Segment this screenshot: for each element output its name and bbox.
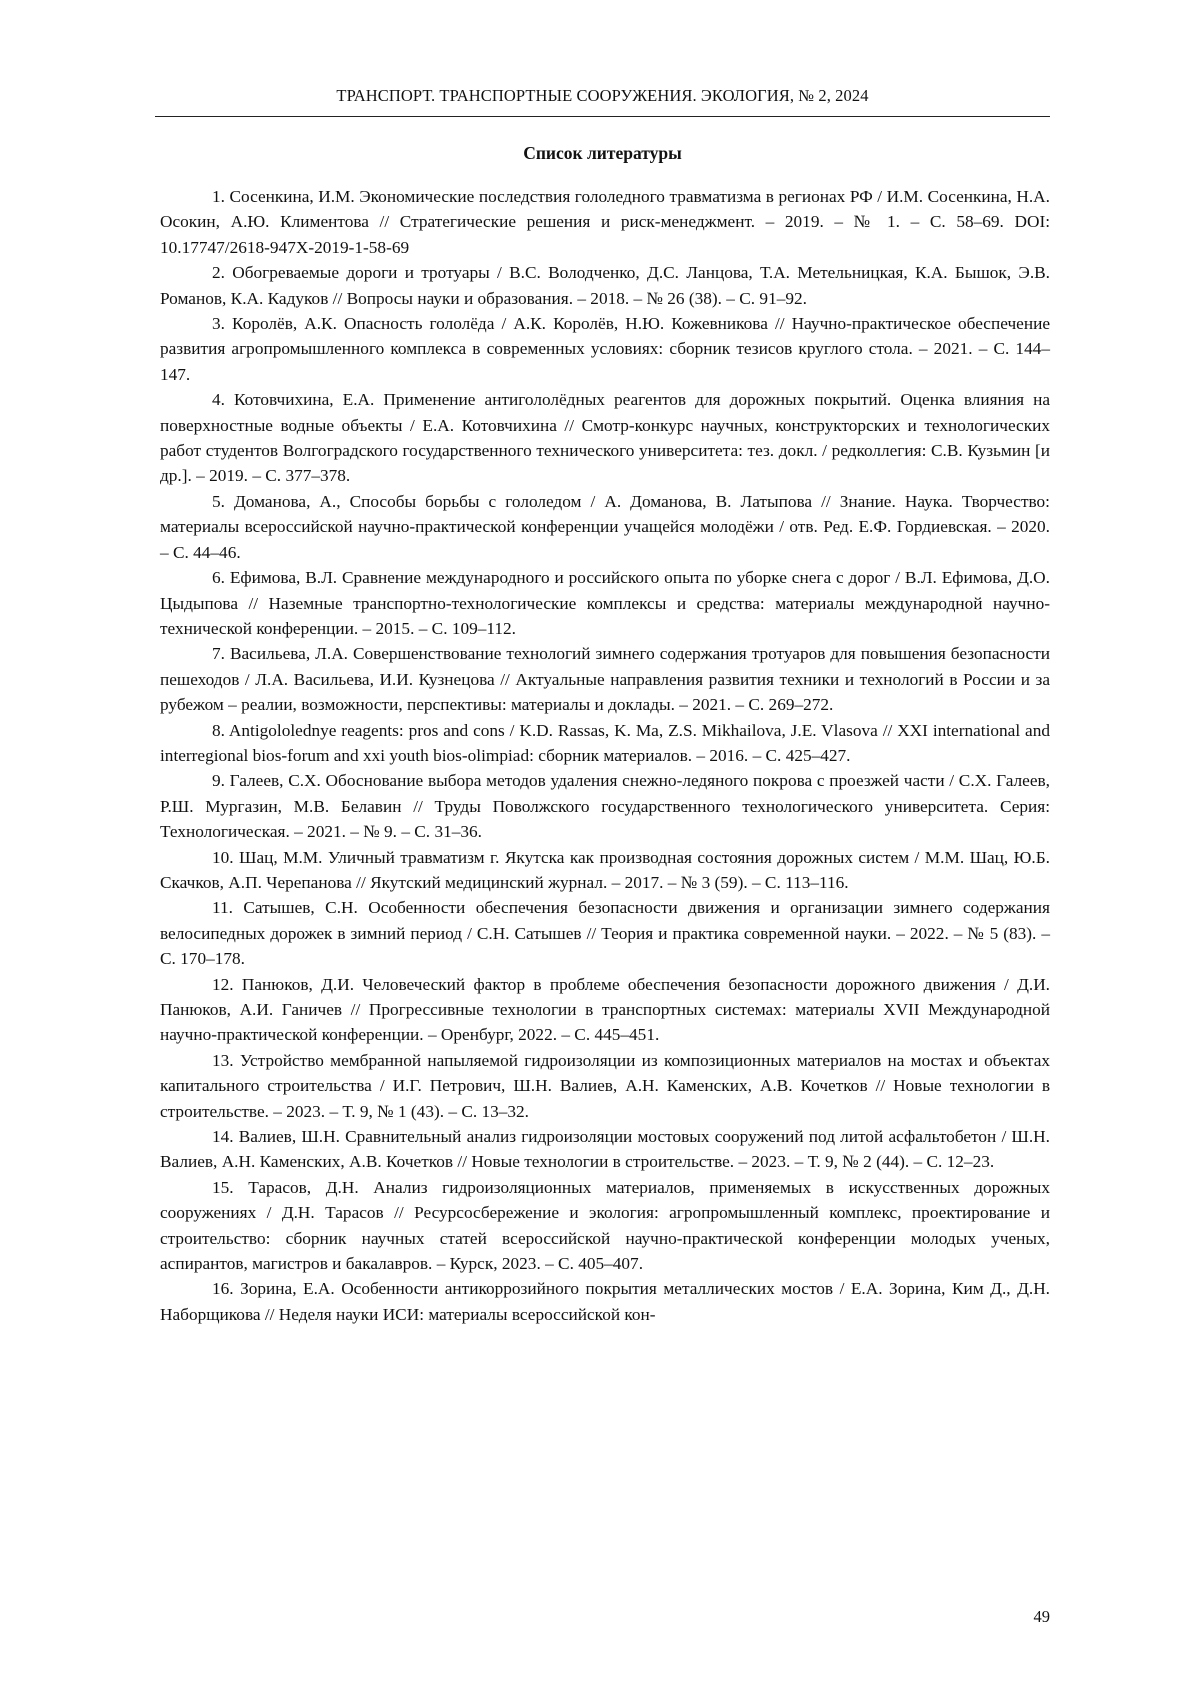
- reference-item: 3. Королёв, А.К. Опасность гололёда / А.К. Королёв, Н.Ю. Кожевникова // Научно-практическое обеспечение развития агропромышленного комплекса в современных условиях: сборник тезисов круглого стола. – 2021. – С. 144–147.: [160, 314, 1050, 384]
- reference-item: 1. Сосенкина, И.М. Экономические последствия гололедного травматизма в регионах РФ / И.М. Сосенкина, Н.А. Осокин, А.Ю. Климентова // Стратегические решения и риск-менеджмент. – 2019. – № 1. – С. 58–69. DOI: 10.17747/2618-947X-2019-1-58-69: [160, 187, 1050, 257]
- reference-item: 5. Доманова, А., Способы борьбы с гололедом / А. Доманова, В. Латыпова // Знание. Наука. Творчество: материалы всероссийской научно-практической конференции учащейся молодёжи / отв. Ред. Е.Ф. Гордиевская. – 2020. – С. 44–46.: [160, 491, 1050, 562]
- reference-item: 9. Галеев, С.Х. Обоснование выбора методов удаления снежно-ледяного покрова с проезжей части / С.Х. Галеев, Р.Ш. Мургазин, М.В. Белавин // Труды Поволжского государственного технологического университета. Серия: Технологическая. – 2021. – № 9. – С. 31–36.: [160, 771, 1050, 842]
- reference-list: [160, 184, 1050, 1327]
- section-title: Список литературы: [523, 143, 682, 163]
- reference-item: 7. Васильева, Л.А. Совершенствование технологий зимнего содержания тротуаров для повышения безопасности пешеходов / Л.А. Васильева, И.И. Кузнецова // Актуальные направления развития техники и технологий в России и за рубежом – реалии, возможности, перспективы: материалы и доклады. – 2021. – С. 269–272.: [160, 644, 1050, 715]
- reference-item: 16. Зорина, Е.А. Особенности антикоррозийного покрытия металлических мостов / Е.А. Зорина, Ким Д., Д.Н. Наборщикова // Неделя науки ИСИ: материалы всероссийской кон-: [160, 1279, 1050, 1324]
- reference-item: 8. Antigololednye reagents: pros and cons / K.D. Rassas, K. Ma, Z.S. Mikhailova, J.E. Vlasova // XXI international and interregional bios-forum and xxi youth bios-olimpiad: сборник материалов. – 2016. – С. 425–427.: [160, 720, 1050, 765]
- reference-item: 4. Котовчихина, Е.А. Применение антигололёдных реагентов для дорожных покрытий. Оценка влияния на поверхностные водные объекты / Е.А. Котовчихина // Смотр-конкурс научных, конструкторских и технологических работ студентов Волгоградского государственного технического университета: тез. докл. / редколлегия: С.В. Кузьмин [и др.]. – 2019. – С. 377–378.: [160, 390, 1050, 486]
- reference-item: 15. Тарасов, Д.Н. Анализ гидроизоляционных материалов, применяемых в искусственных дорожных сооружениях / Д.Н. Тарасов // Ресурсосбережение и экология: агропромышленный комплекс, проектирование и строительство: сборник научных статей всероссийской научно-практической конференции молодых ученых, аспирантов, магистров и бакалавров. – Курск, 2023. – С. 405–407.: [160, 1177, 1050, 1274]
- reference-item: 10. Шац, М.М. Уличный травматизм г. Якутска как производная состояния дорожных систем / М.М. Шац, Ю.Б. Скачков, А.П. Черепанова // Якутский медицинский журнал. – 2017. – № 3 (59). – С. 113–116.: [160, 847, 1050, 892]
- running-header: ТРАНСПОРТ. ТРАНСПОРТНЫЕ СООРУЖЕНИЯ. ЭКОЛОГИЯ, № 2, 2024: [336, 86, 869, 105]
- reference-item: 12. Панюков, Д.И. Человеческий фактор в проблеме обеспечения безопасности дорожного движения / Д.И. Панюков, А.И. Ганичев // Прогрессивные технологии в транспортных системах: материалы XVII Международной научно-практической конференции. – Оренбург, 2022. – С. 445–451.: [160, 974, 1050, 1045]
- reference-item: 6. Ефимова, В.Л. Сравнение международного и российского опыта по уборке снега с дорог / В.Л. Ефимова, Д.О. Цыдыпова // Наземные транспортно-технологические комплексы и средства: материалы международной научно-технической конференции. – 2015. – С. 109–112.: [160, 568, 1050, 638]
- reference-item: 11. Сатышев, С.Н. Особенности обеспечения безопасности движения и организации зимнего содержания велосипедных дорожек в зимний период / С.Н. Сатышев // Теория и практика современной науки. – 2022. – № 5 (83). – С. 170–178.: [160, 898, 1050, 969]
- header-divider: [155, 116, 1050, 117]
- reference-item: 2. Обогреваемые дороги и тротуары / В.С. Володченко, Д.С. Ланцова, Т.А. Метельницкая, К.А. Бышок, Э.В. Романов, К.А. Кадуков // Вопросы науки и образования. – 2018. – № 26 (38). – С. 91–92.: [160, 263, 1050, 308]
- reference-item: 14. Валиев, Ш.Н. Сравнительный анализ гидроизоляции мостовых сооружений под литой асфальтобетон / Ш.Н. Валиев, А.Н. Каменских, А.В. Кочетков // Новые технологии в строительстве. – 2023. – Т. 9, № 2 (44). – С. 12–23.: [160, 1127, 1050, 1172]
- reference-item: 13. Устройство мембранной напыляемой гидроизоляции из композиционных материалов на мостах и объектах капитального строительства / И.Г. Петрович, Ш.Н. Валиев, А.Н. Каменских, А.В. Кочетков // Новые технологии в строительстве. – 2023. – Т. 9, № 1 (43). – С. 13–32.: [160, 1050, 1050, 1121]
- page-number: 49: [1033, 1607, 1050, 1626]
